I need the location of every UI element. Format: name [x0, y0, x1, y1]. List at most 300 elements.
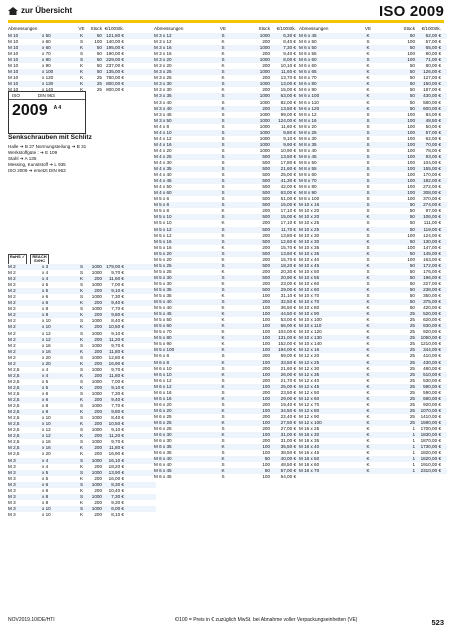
cell-qty: 100 [262, 462, 270, 468]
product-note: Werkstoffgüte : ➔ E 109 [8, 150, 58, 155]
cell-ve: S [79, 469, 84, 475]
cell-price: 35,50 € [280, 444, 296, 450]
cell-qty: 50 [409, 250, 415, 256]
cell-dimension: M 3 x 30 [154, 81, 172, 87]
cell-qty: 500 [262, 159, 270, 165]
cell-qty: 100 [407, 129, 415, 135]
cell-length: x 4 [42, 457, 49, 463]
cell-dimension: M 5 x 40 [154, 305, 172, 311]
cell-qty: 25 [409, 323, 415, 329]
cell-price: 147,00 € [423, 244, 441, 250]
cell-price: 7,70 € [111, 306, 124, 312]
cell-dimension: M 5 x 80 [154, 335, 172, 341]
cell-dimension: M 5 x 40 [154, 299, 172, 305]
cell-dimension: M 10 x 60 [299, 280, 320, 286]
cell-qty: 500 [262, 172, 270, 178]
header-ve: VE [219, 26, 227, 31]
cell-price: 1870,00 € [420, 438, 441, 444]
cell-ve: S [366, 268, 370, 274]
cell-length: x 8 [42, 306, 49, 312]
cell-dimension: M 3 x 12 [154, 33, 172, 38]
cell-qty: 100 [407, 57, 415, 63]
cell-ve: K [79, 499, 84, 505]
cell-ve: K [221, 468, 225, 474]
cell-price: 51,00 € [280, 196, 296, 202]
cell-ve: K [221, 317, 225, 323]
cell-length: x 16 [42, 445, 51, 451]
cell-dimension: M 6 x 50 [299, 45, 317, 51]
cell-dimension: M 6 x 40 [154, 456, 172, 462]
cell-price: 127,00 € [423, 75, 441, 81]
cell-qty: 100 [407, 51, 415, 57]
cell-price: 124,00 € [423, 232, 441, 238]
cell-ve: K [366, 99, 370, 105]
cell-ve: S [221, 99, 225, 105]
cell-dimension: M 6 x 110 [299, 99, 319, 105]
cell-dimension: M 6 x 12 [154, 383, 172, 389]
table-body-2 [154, 33, 302, 480]
cell-ve: S [79, 457, 84, 463]
cell-qty: 200 [262, 208, 270, 214]
cell-ve: K [79, 463, 84, 469]
cell-qty: 25 [409, 335, 415, 341]
cell-ve: S [221, 214, 225, 220]
price-column-1 [8, 26, 156, 93]
cell-qty: 200 [262, 268, 270, 274]
cell-length: x 6 [42, 397, 49, 403]
cell-dimension: M 4 x 8 [154, 123, 170, 129]
cell-ve: S [221, 262, 225, 268]
cell-price: 40,00 € [280, 456, 296, 462]
cell-qty: 25 [96, 75, 102, 81]
cell-ve: S [221, 474, 225, 480]
cell-ve: S [221, 426, 225, 432]
cell-size: M 2 [8, 348, 16, 354]
cell-dimension: M 10 x 25 [299, 220, 320, 226]
cell-qty: 200 [262, 51, 270, 57]
cell-ve: K [366, 407, 370, 413]
cell-ve: K [221, 63, 225, 69]
cell-qty: 1000 [91, 427, 102, 433]
overview-link[interactable] [8, 6, 72, 15]
cell-qty: 50 [409, 81, 415, 87]
cell-dimension: M 16 x 35 [299, 438, 320, 444]
cell-ve: K [221, 220, 225, 226]
cell-ve: K [366, 45, 370, 51]
cell-ve: K [221, 51, 225, 57]
cell-price: 11,80 € [109, 445, 124, 451]
cell-qty: 100 [407, 159, 415, 165]
cell-qty: 500 [262, 262, 270, 268]
cell-dimension: M 12 x 90 [299, 413, 320, 419]
cell-ve: S [221, 45, 225, 51]
cell-qty: 50 [409, 99, 415, 105]
cell-dimension: M 16 x 70 [299, 468, 320, 474]
cell-price: 6,00 € [111, 505, 124, 511]
cell-price: 1070,00 € [420, 407, 441, 413]
cell-ve: K [221, 232, 225, 238]
cell-price: 8,10 € [111, 511, 124, 517]
cell-qty: 25 [409, 420, 415, 425]
cell-ve: K [79, 348, 84, 354]
cell-price: 350,00 € [423, 293, 441, 299]
cell-price: 26,00 € [280, 371, 296, 377]
cell-length: x 140 [42, 87, 54, 93]
cell-ve: K [366, 401, 370, 407]
cell-length: x 10 [42, 415, 51, 421]
cell-ve: K [79, 288, 84, 294]
cell-size: M 3 [8, 463, 16, 469]
product-box [8, 91, 86, 134]
cell-dimension: M 5 x 10 [154, 220, 172, 226]
cell-ve: K [366, 286, 370, 292]
cell-qty: 100 [262, 305, 270, 311]
cell-qty: 25 [409, 317, 415, 323]
cell-qty: 25 [409, 371, 415, 377]
cell-qty: 50 [409, 268, 415, 274]
cell-ve: S [366, 123, 370, 129]
cell-length: x 12 [42, 336, 51, 342]
cell-qty: 100 [262, 341, 270, 347]
table-body-1 [8, 33, 156, 93]
cell-qty: 200 [262, 438, 270, 444]
cell-price: 920,00 € [423, 329, 441, 335]
cell-qty: 1000 [91, 403, 102, 409]
cell-qty: 500 [262, 250, 270, 256]
cell-size: M 10 [8, 57, 19, 63]
cell-ve: K [221, 323, 225, 329]
cell-qty: 100 [262, 323, 270, 329]
cell-price: 9,10 € [111, 330, 124, 336]
cell-ve: S [221, 172, 225, 178]
cell-ve: K [221, 395, 225, 401]
cell-price: 620,00 € [423, 317, 441, 323]
cell-dimension: M 5 x 20 [154, 250, 172, 256]
cell-qty: 200 [262, 105, 270, 111]
cell-price: 140,00 € [106, 39, 124, 45]
cell-qty: 25 [409, 407, 415, 413]
cell-price: 830,00 € [423, 323, 441, 329]
cell-qty: 200 [94, 288, 102, 294]
cell-ve: K [221, 105, 225, 111]
cell-qty: 1 [412, 426, 415, 432]
cell-qty: 1000 [259, 129, 270, 135]
cell-ve: S [221, 450, 225, 456]
cell-ve: S [79, 390, 84, 396]
cell-dimension: M 10 x 16 [299, 202, 320, 208]
cell-ve: K [221, 420, 225, 425]
cell-price: 10,40 € [108, 487, 124, 493]
cell-dimension: M 3 x 16 [154, 45, 172, 51]
cell-ve: K [366, 274, 370, 280]
column-header [299, 26, 447, 33]
cell-qty: 50 [409, 45, 415, 51]
cell-ve: S [366, 153, 370, 159]
cell-qty: 100 [407, 111, 415, 117]
cell-dimension: M 6 x 45 [299, 33, 317, 38]
cell-qty: 1 [412, 444, 415, 450]
cell-qty: 1000 [91, 415, 102, 421]
cell-price: 308,00 € [423, 190, 441, 196]
cell-ve: K [221, 407, 225, 413]
cell-price: 9,10 € [111, 384, 124, 390]
cell-qty: 50 [409, 293, 415, 299]
cell-ve: K [221, 87, 225, 93]
cell-ve: K [79, 63, 84, 69]
cell-dimension: M 6 x 55 [299, 51, 317, 57]
cell-dimension: M 6 x 16 [154, 395, 172, 401]
cell-ve: S [79, 330, 84, 336]
cell-ve: S [221, 274, 225, 280]
cell-qty: 1000 [91, 270, 102, 276]
cell-qty: 200 [94, 384, 102, 390]
cell-qty: 25 [409, 365, 415, 371]
cell-ve: S [79, 427, 84, 433]
cell-dimension: M 10 x 40 [299, 256, 320, 262]
cell-ve: K [79, 276, 84, 282]
cell-ve: S [221, 377, 225, 383]
cell-ve: K [221, 432, 225, 438]
product-material: A 4 [53, 105, 62, 111]
cell-price: 63,00 € [280, 190, 296, 196]
cell-dimension: M 8 x 100 [299, 196, 320, 202]
cell-size: M 3 [8, 469, 16, 475]
cell-ve: K [366, 75, 370, 81]
cell-price: 15,00 € [280, 202, 296, 208]
cell-qty: 200 [94, 324, 102, 330]
cell-ve: S [221, 135, 225, 141]
cell-ve: K [366, 432, 370, 438]
product-note: Stahl ➔ A 135 [8, 156, 37, 161]
cell-price: 8,40 € [111, 415, 124, 421]
cell-qty: 200 [262, 377, 270, 383]
cell-length: x 20 [42, 360, 51, 366]
cell-dimension: M 12 x 20 [299, 353, 320, 359]
cell-dimension: M 6 x 65 [299, 69, 317, 75]
cell-dimension: M 8 x 30 [299, 135, 317, 141]
cell-size: M 2 [8, 360, 16, 366]
cell-qty: 100 [262, 420, 270, 425]
cell-qty: 1000 [259, 99, 270, 105]
cell-price: 32,50 € [280, 299, 296, 305]
cell-qty: 500 [262, 286, 270, 292]
cell-ve: K [221, 371, 225, 377]
cell-dimension: M 6 x 120 [299, 105, 320, 111]
cell-price: 190,00 € [106, 51, 124, 57]
cell-size: M 10 [8, 87, 19, 93]
cell-qty: 500 [262, 202, 270, 208]
cell-price: 152,00 € [278, 341, 296, 347]
cell-ve: S [79, 282, 84, 288]
cell-qty: 100 [407, 232, 415, 238]
cell-length: x 6 [42, 481, 49, 487]
cell-qty: 1000 [259, 93, 270, 99]
cell-price: 15,70 € [280, 244, 296, 250]
cell-size: M 2,5 [8, 397, 20, 403]
cell-ve: K [79, 397, 84, 403]
cell-length: x 10 [42, 324, 51, 330]
cell-ve: S [366, 280, 370, 286]
table-body-3 [299, 33, 447, 474]
cell-qty: 50 [96, 57, 102, 63]
cell-ve: S [79, 505, 84, 511]
cell-size: M 2 [8, 318, 16, 324]
cell-price: 13,60 € [280, 250, 296, 256]
cell-dimension: M 3 x 20 [154, 57, 172, 63]
cell-ve: K [366, 335, 370, 341]
cell-ve: S [221, 238, 225, 244]
product-notes [8, 144, 148, 174]
cell-price: 179,00 € [106, 264, 124, 269]
cell-ve: S [79, 493, 84, 499]
cell-ve: S [221, 93, 225, 99]
cell-length: x 50 [42, 33, 51, 38]
cell-price: 9,10 € [111, 288, 124, 294]
cell-price: 78,00 € [425, 147, 441, 153]
cell-dimension: M 12 x 25 [299, 359, 320, 365]
cell-qty: 25 [409, 353, 415, 359]
cell-qty: 1000 [91, 342, 102, 348]
cell-dimension: M 8 x 40 [299, 147, 317, 153]
cell-price: 111,00 € [423, 220, 441, 226]
cell-ve: S [221, 178, 225, 184]
cell-ve: K [366, 462, 370, 468]
cell-dimension: M 4 x 12 [154, 135, 172, 141]
cell-dimension: M 5 x 6 [154, 196, 170, 202]
cell-size: M 2,5 [8, 427, 20, 433]
cell-price: 11,20 € [109, 433, 124, 439]
cell-ve: S [366, 57, 370, 63]
cell-ve: S [79, 415, 84, 421]
cell-ve: K [79, 75, 84, 81]
cell-ve: S [221, 389, 225, 395]
cell-size: M 2 [8, 270, 16, 276]
cell-price: 800,00 € [106, 87, 124, 93]
cell-dimension: M 6 x 30 [154, 432, 172, 438]
price-column-2 [154, 26, 302, 480]
cell-qty: 50 [409, 69, 415, 75]
cell-dimension: M 10 x 120 [299, 329, 322, 335]
cell-price: 370,00 € [423, 196, 441, 202]
cell-ve: K [79, 445, 84, 451]
cell-price: 18,20 € [108, 463, 124, 469]
cell-size: M 2 [8, 342, 16, 348]
cell-ve: K [79, 300, 84, 306]
cell-size: M 10 [8, 51, 19, 57]
cell-dimension: M 8 x 12 [299, 111, 317, 117]
cell-ve: S [79, 439, 84, 445]
cell-dimension: M 6 x 50 [299, 39, 317, 45]
cell-ve: K [221, 347, 225, 353]
cell-price: 1410,00 € [420, 413, 441, 419]
cell-qty: 1000 [259, 69, 270, 75]
cell-size: M 2,5 [8, 409, 20, 415]
cell-dimension: M 6 x 35 [154, 444, 172, 450]
cell-qty: 100 [262, 450, 270, 456]
cell-dimension: M 6 x 60 [299, 57, 317, 63]
cell-ve: S [366, 111, 370, 117]
home-icon [8, 7, 18, 15]
cell-dimension: M 12 x 30 [299, 365, 320, 371]
header-qty: Stück [258, 26, 270, 31]
cell-qty: 100 [262, 432, 270, 438]
cell-length: x 20 [42, 354, 51, 360]
cell-dimension: M 8 x 20 [299, 123, 317, 129]
cell-price: 150,00 € [423, 81, 441, 87]
standard-title: ISO 2009 [379, 3, 444, 20]
cell-dimension: M 12 x 100 [299, 420, 322, 425]
cell-price: 11,20 € [109, 336, 124, 342]
cell-price: 18,20 € [280, 262, 296, 268]
cell-price: 54,00 € [280, 474, 296, 480]
cell-dimension: M 8 x 25 [299, 129, 317, 135]
cell-ve: S [366, 184, 370, 190]
cell-length: x 5 [42, 469, 49, 475]
cell-ve: S [221, 286, 225, 292]
cell-length: x 12 [42, 427, 51, 433]
cell-ve: K [366, 341, 370, 347]
cell-ve: S [221, 226, 225, 232]
header-dimensions: Abmessungen [8, 26, 38, 31]
cell-dimension: M 12 x 16 [299, 347, 320, 353]
header-price: €/100Stk. [421, 26, 441, 31]
cell-ve: S [366, 129, 370, 135]
cell-qty: 200 [94, 463, 102, 469]
cell-qty: 1000 [91, 505, 102, 511]
cell-size: M 2,5 [8, 433, 20, 439]
cell-ve: K [79, 360, 84, 366]
cell-size: M 2,5 [8, 366, 20, 372]
cell-price: 57,00 € [425, 39, 441, 45]
cell-ve: K [221, 208, 225, 214]
cell-ve: S [221, 250, 225, 256]
cell-size: M 2 [8, 300, 16, 306]
cell-price: 195,00 € [106, 45, 124, 51]
cell-price: 62,00 € [425, 135, 441, 141]
cell-price: 9,70 € [111, 342, 124, 348]
cell-price: 104,00 € [278, 329, 296, 335]
cell-qty: 50 [409, 220, 415, 226]
product-note: ISO 2009 ➔ ersetzt DIN 963 [8, 168, 66, 173]
cell-qty: 500 [262, 190, 270, 196]
cell-price: 33,50 € [280, 359, 296, 365]
cell-dimension: M 5 x 30 [154, 274, 172, 280]
cell-dimension: M 6 x 12 [154, 377, 172, 383]
cell-size: M 3 [8, 487, 16, 493]
header-qty: Stück [90, 26, 102, 31]
cell-dimension: M 3 x 16 [154, 51, 172, 57]
cell-length: x 5 [42, 475, 49, 481]
cell-length: x 16 [42, 342, 51, 348]
cell-size: M 10 [8, 69, 19, 75]
cell-price: 9,90 € [283, 141, 296, 147]
cell-price: 135,00 € [106, 69, 124, 75]
cell-dimension: M 6 x 45 [154, 468, 172, 474]
cell-dimension: M 10 x 80 [299, 305, 320, 311]
cell-ve: K [221, 305, 225, 311]
cell-qty: 50 [409, 286, 415, 292]
cell-qty: 200 [94, 300, 102, 306]
cell-qty: 1000 [91, 457, 102, 463]
cell-price: 59,00 € [280, 353, 296, 359]
cell-price: 227,00 € [423, 280, 441, 286]
cell-qty: 100 [407, 172, 415, 178]
cell-price: 8,00 € [283, 57, 296, 63]
cell-ve: K [221, 268, 225, 274]
cell-qty: 100 [262, 395, 270, 401]
cell-price: 21,70 € [280, 377, 296, 383]
cell-price: 7,30 € [111, 390, 124, 396]
